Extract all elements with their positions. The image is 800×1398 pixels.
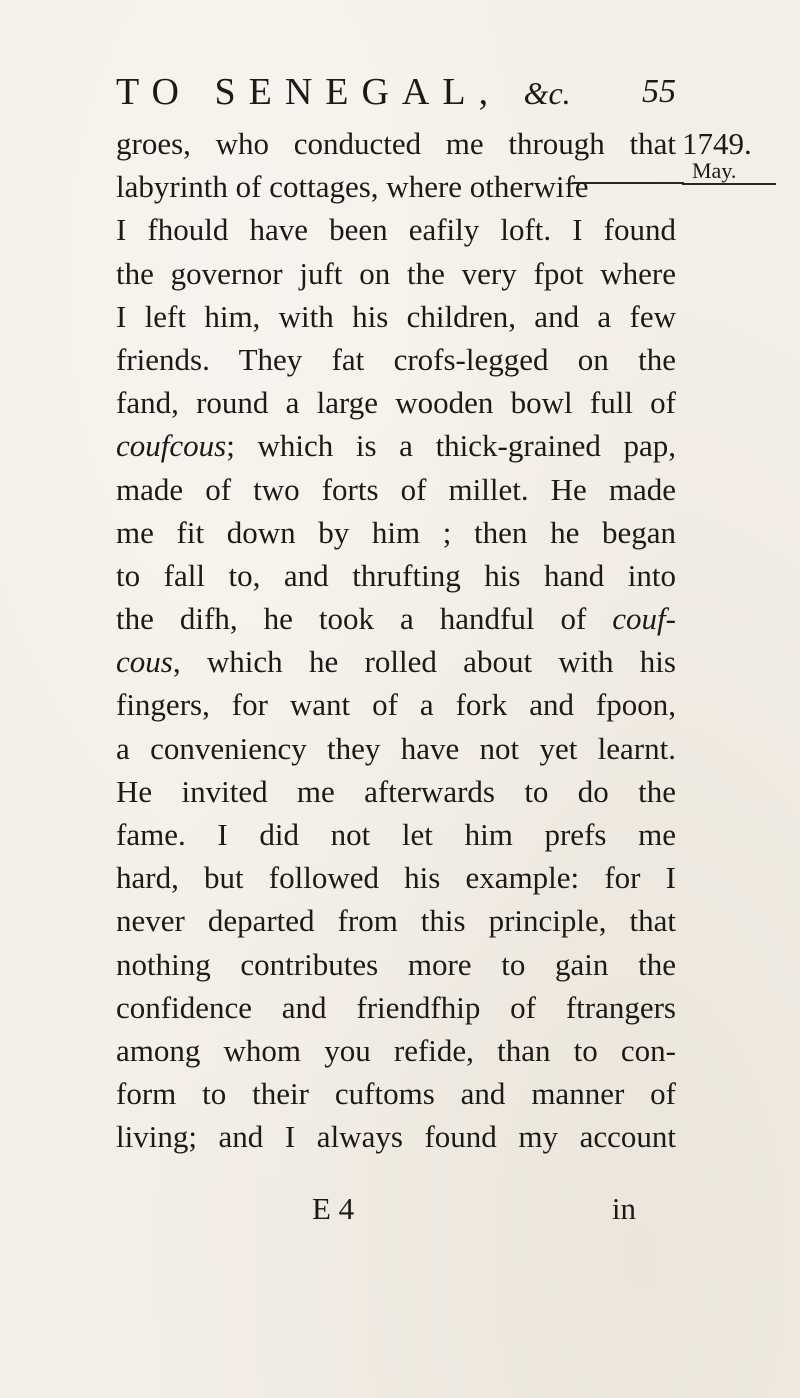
running-title-etc: &c. [523,75,571,111]
catchline [116,1187,676,1231]
text-line-2: labyrinth of cottages, where otherwife [116,169,589,205]
text-line-18: hard, but followed his example: for I [116,860,676,896]
text-line-13 [116,640,676,683]
text-line-8-rest: ; which is a thick-grained pap, [226,428,676,464]
text-line-15: a conveniency they have not yet learnt. [116,730,676,766]
text-line-10: me fit down by him ; then he began [116,514,676,550]
catchword: in [611,1191,636,1226]
text-line-16: He invited me afterwards to do the [116,773,676,809]
text-line-12-prefix: the difh, he took a handful of [116,601,613,637]
italic-word-couf: couf- [612,601,676,637]
text-line-12 [116,597,676,640]
margin-year: 1749. [682,126,752,161]
text-line-24: living; and I always found my account [116,1119,676,1155]
running-title [116,70,571,115]
text-line-9: made of two forts of millet. He made [116,471,676,507]
running-title-text: TO SENEGAL, [116,71,502,113]
text-line-11: to fall to, and thrufting his hand into [116,557,676,593]
running-head [116,70,676,114]
text-line-20: nothing contributes more to gain the [116,946,676,982]
body-text [116,122,676,1159]
italic-word-cous: cous [116,644,173,680]
text-line-21: confidence and friendfhip of ftrangers [116,989,676,1025]
text-line-7: fand, round a large wooden bowl full of [116,385,676,421]
text-line-5: I left him, with his children, and a few [116,298,676,334]
margin-month: May. [682,159,776,185]
text-line-23: form to their cuftoms and manner of [116,1076,676,1112]
signature-mark: E 4 [312,1191,355,1226]
text-line-3: I fhould have been eafily loft. I found [116,212,676,248]
text-line-8 [116,424,676,467]
text-line-13-rest: , which he rolled about with his [172,644,676,680]
text-line-17: fame. I did not let him prefs me [116,817,676,852]
italic-word-coufcous: coufcous [116,428,227,464]
text-line-19: never departed from this principle, that [116,903,676,939]
margin-note [682,122,782,185]
page-number: 55 [642,73,676,110]
text-line-22: among whom you refide, than to con- [116,1032,676,1068]
text-line-4: the governor juft on the very fpot where [116,255,676,291]
text-line-1: groes, who conducted me through that [116,126,676,161]
text-line-14: fingers, for want of a fork and fpoon, [116,687,676,723]
text-line-6: friends. They fat crofs-legged on the [116,341,676,377]
